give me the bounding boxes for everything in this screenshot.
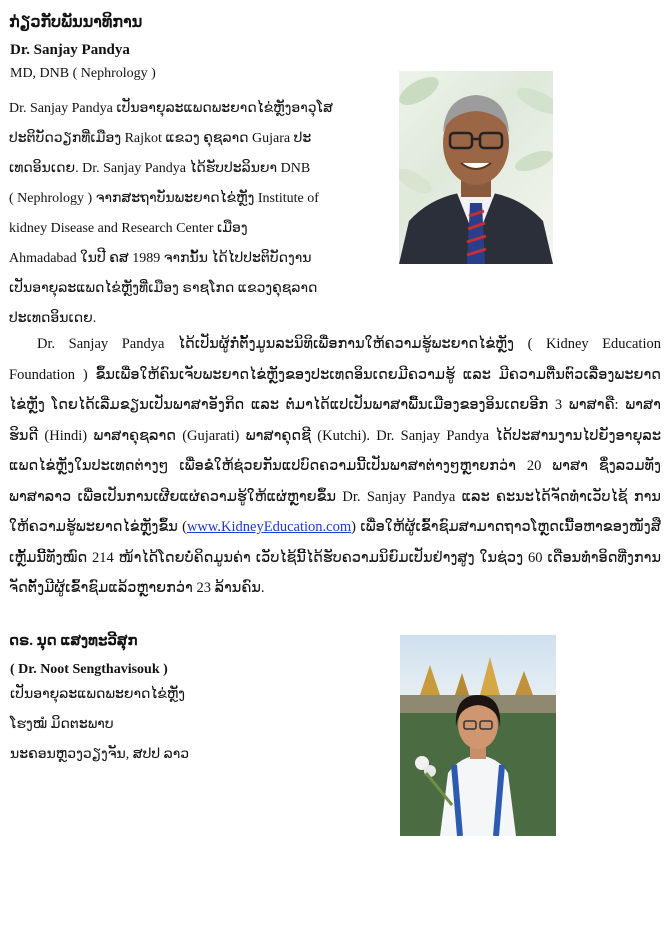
translator-name: ( Dr. Noot Sengthavisouk )	[10, 662, 168, 677]
bio-line: Ahmadabad ໃນປີ ຄສ 1989 ຈາກນັ້ນ ໄດ້ໄປປະຕິບັດງານ	[9, 251, 312, 266]
author-credentials: MD, DNB ( Nephrology )	[10, 66, 156, 81]
translator-hospital: ໂຮງໝໍ ມິດຕະພາບ	[10, 717, 114, 732]
bio-line: ເທດອິນເດຍ. Dr. Sanjay Pandya ໄດ້ຮັບປະລິນຍາ DNB	[9, 161, 311, 176]
portrait-illustration	[399, 71, 553, 264]
author-name: Dr. Sanjay Pandya	[10, 42, 130, 58]
bio-line: kidney Disease and Research Center ເມືອງ	[9, 221, 248, 236]
bio-paragraph-2	[9, 329, 661, 604]
bio-paragraph-1	[9, 94, 387, 334]
portrait-illustration	[400, 635, 556, 836]
translator-heading: ດຣ. ນຸດ ແສງທະວີສຸກ	[9, 633, 138, 649]
bio-line: ປະເທດອິນເດຍ.	[9, 311, 97, 326]
bio-line: ເປັນອາຍຸລະແພດໄຂ່ຫຼັງທີ່ເມືອງ ຣາຊໂກດ ແຂວງຄຸຊລາດ	[9, 281, 318, 296]
bio-text: ) ເພື່ອໃຫ້ຜູ້ເຂົ້າຊົມສາມາດຖາວໂຫຼດເນື້ອຫາຂອງໜັງສືເຫຼັ້ມນີ້ທັງໝົດ 214 ໜ້າໄດ້ໂດຍບໍ່ຄິດມູນຄ່າ ເວັບໄຊ້ນີ້ໄດ້ຮັບຄວາມນິຍົມເປັນຢ່າງສູງ ໃນຊ່ວງ 60 ເດືອນທຳອິດທີ່ງການຈັດຕັ້ງມີຜູ້ເຂົ້າຊົມແລ້ວຫຼາຍກວ່າ 23 ລ້ານຄົນ.	[9, 519, 661, 596]
section-heading-editor: ກ່ຽວກັບພັນນາທິການ	[9, 14, 143, 31]
bio-line: Dr. Sanjay Pandya ເປັນອາຍຸລະແພດພະຍາດໄຂ່ຫຼັງອາວຸໂສ	[9, 101, 333, 116]
kidney-education-link[interactable]: www.KidneyEducation.com	[186, 519, 352, 535]
translator-title: ເປັນອາຍຸລະແພດພະຍາດໄຂ່ຫຼັງ	[10, 687, 186, 702]
portrait-photo-sanjay-pandya	[399, 71, 553, 264]
bio-line: ( Nephrology ) ຈາກສະຖາບັນພະຍາດໄຂ່ຫຼັງ Institute of	[9, 191, 319, 206]
bio-text: Dr. Sanjay Pandya ໄດ້ເປັນຜູ້ກໍ່ຕັ້ງມູນລະນິທິເພື່ອການໃຫ້ຄວາມຮູ້ພະຍາດໄຂ່ຫຼັງ ( Kidney Education Foundation ) ຂຶ້ນເພື່ອໃຫ້ຄົນເຈັບພະຍາດໄຂ່ຫຼັງຂອງປະເທດອິນເດຍມີຄວາມຮູ້ ແລະ ມີຄວາມຕື່ນຕົວເລື່ອງພະຍາດໄຂ່ຫຼັງ ໂດຍໄດ້ເລີ່ມຂຽນເປັນພາສາອັງກິດ ແລະ ຕໍ່ມາໄດ້ແປເປັນພາສາພື້ນເມືອງຂອງອິນເດຍອີກ 3 ພາສາຄື: ພາສາຮິນດີ (Hindi) ພາສາຄຸຊລາດ (Gujarati) ພາສາຄຸດຊີ (Kutchi). Dr. Sanjay Pandya ໄດ້ປະສານງານໄປຍັງອາຍຸລະແພດໄຂ່ຫຼັງໃນປະເທດຕ່າງໆ ເພື່ອຂໍໃຫ້ຊ່ວຍກັນແປບົດຄວາມນີ້ເປັນພາສາຕ່າງໆຫຼາຍກວ່າ 20 ພາສາ ຊຶ່ງລວມທັງພາສາລາວ ເພື່ອເປັນການເຜີຍແຜ່ຄວາມຮູ້ໃຫ້ແຜ່ຫຼາຍຂຶ້ນ Dr. Sanjay Pandya ແລະ ຄະນະໄດ້ຈັດທຳເວັບໄຊ້ ການໃຫ້ຄວາມຮູ້ພະຍາດໄຂ່ຫຼັງຂຶ້ນ (	[9, 336, 661, 535]
translator-location: ນະຄອນຫຼວງວຽງຈັນ, ສປປ ລາວ	[10, 747, 190, 762]
bio-line: ປະຕິບັດວຽກທີ່ເມືອງ Rajkot ແຂວງ ຄຸຊລາດ Gujara ປະ	[9, 131, 312, 146]
portrait-photo-noot-sengthavisouk	[400, 635, 556, 836]
